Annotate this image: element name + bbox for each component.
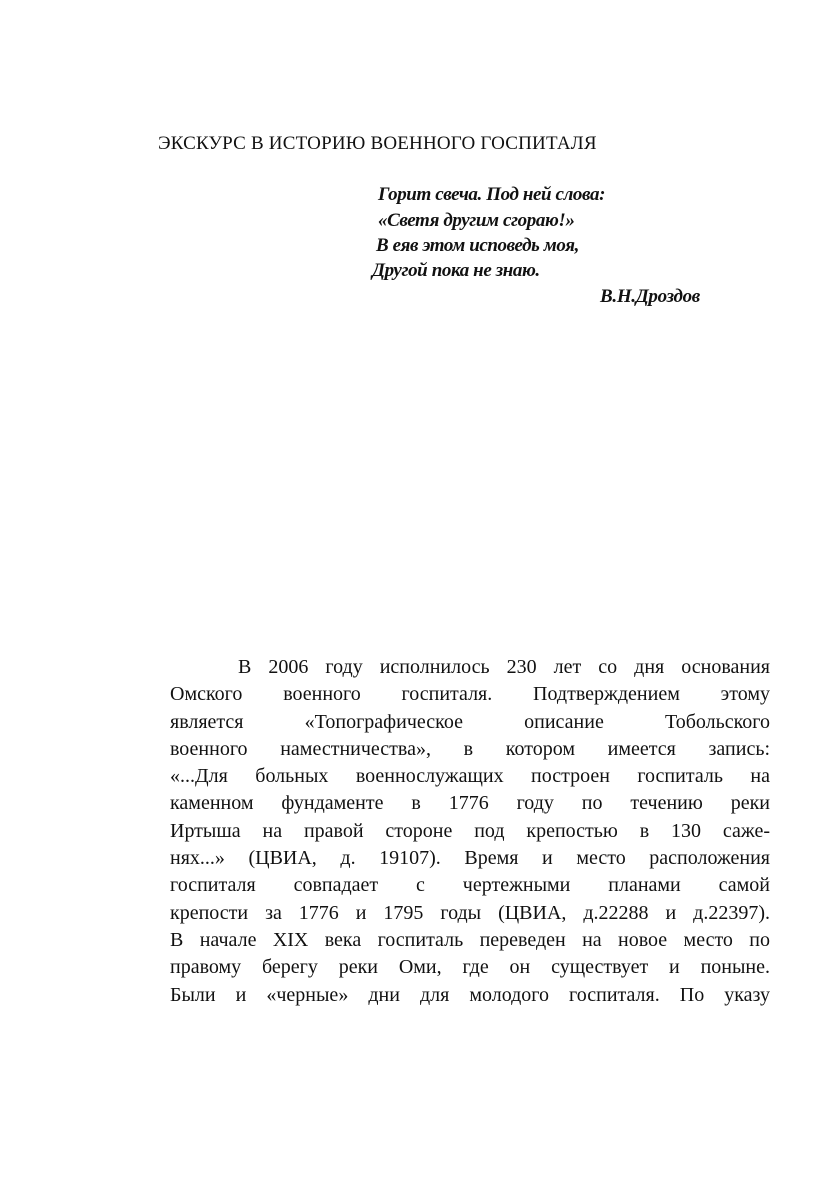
- epigraph-line: Горит свеча. Под ней слова:: [378, 184, 606, 205]
- body-line: госпиталя совпадает с чертежными планами самой: [170, 874, 770, 897]
- body-line: является «Топографическое описание Тобольского: [170, 710, 770, 733]
- body-line: каменном фундаменте в 1776 году по течению реки: [170, 792, 770, 815]
- chapter-title: ЭКСКУРС В ИСТОРИЮ ВОЕННОГО ГОСПИТАЛЯ: [158, 133, 597, 154]
- body-line: Иртыша на правой стороне под крепостью в 130 саже-: [170, 819, 770, 842]
- body-line: военного наместничества», в котором имеется запись:: [170, 737, 770, 760]
- epigraph-author: В.Н.Дроздов: [600, 286, 700, 307]
- body-line: Омского военного госпиталя. Подтверждением этому: [170, 683, 770, 706]
- epigraph-line: «Светя другим сгораю!»: [378, 210, 575, 231]
- body-line: правому берегу реки Оми, где он существует и поныне.: [170, 956, 770, 979]
- epigraph: [0, 0, 830, 320]
- body-line: В начале XIX века госпиталь переведен на новое место по: [170, 928, 770, 951]
- body-line: «...Для больных военнослужащих построен госпиталь на: [170, 765, 770, 788]
- body-line: крепости за 1776 и 1795 годы (ЦВИА, д.22288 и д.22397).: [170, 901, 770, 924]
- body-line: нях...» (ЦВИА, д. 19107). Время и место расположения: [170, 847, 770, 870]
- body-line: В 2006 году исполнилось 230 лет со дня основания: [238, 656, 770, 678]
- body-paragraph: [170, 654, 770, 1009]
- epigraph-line: Другой пока не знаю.: [372, 260, 540, 281]
- epigraph-line: В еяв этом исповедь моя,: [376, 235, 579, 256]
- body-line: Были и «черные» дни для молодого госпиталя. По указу: [170, 983, 770, 1006]
